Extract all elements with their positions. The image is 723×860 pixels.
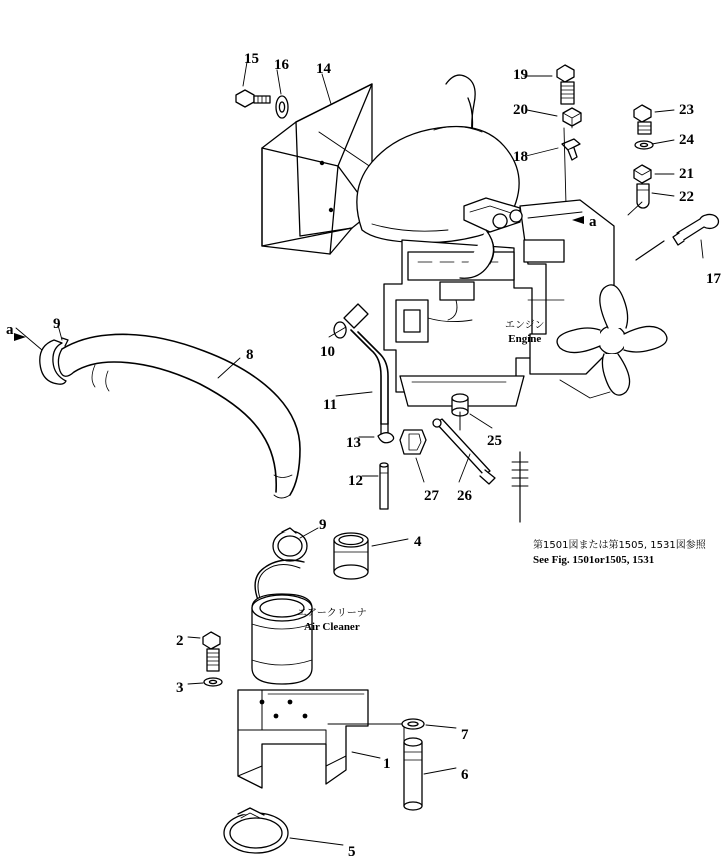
callout-15: 15	[244, 51, 259, 67]
callout-26: 26	[457, 488, 472, 504]
callout-25: 25	[487, 433, 502, 449]
see-fig-note	[533, 538, 706, 568]
callout-9-lower: 9	[319, 517, 327, 533]
engine-label	[505, 320, 545, 346]
callout-22: 22	[679, 189, 694, 205]
air-cleaner-label-en: Air Cleaner	[304, 620, 360, 633]
callout-11: 11	[323, 397, 338, 413]
callout-27: 27	[424, 488, 439, 504]
callout-10: 10	[320, 344, 335, 360]
clamp-5	[224, 808, 288, 853]
clip-13	[378, 433, 394, 443]
washer-24	[635, 141, 653, 149]
callout-16: 16	[274, 57, 289, 73]
clamp-9-lower	[273, 528, 307, 561]
washer-16	[276, 96, 288, 118]
fitting-25	[452, 394, 468, 430]
callout-2: 2	[176, 633, 184, 649]
callout-19: 19	[513, 67, 528, 83]
fitting-21	[634, 165, 651, 183]
washer-3	[204, 678, 222, 686]
reference-arrow	[512, 452, 528, 522]
callout-9-upper: 9	[53, 316, 61, 332]
air-cleaner-label-jp: エアークリーナ	[297, 608, 367, 619]
ref-label-a-left: a	[6, 322, 14, 338]
rod-26	[433, 419, 495, 484]
callout-12: 12	[348, 473, 363, 489]
engine-assembly	[357, 75, 667, 406]
callout-3: 3	[176, 680, 184, 696]
callout-18: 18	[513, 149, 528, 165]
callout-5: 5	[348, 844, 356, 860]
see-fig-note-jp: 第1501図または第1505, 1531図参照	[533, 540, 706, 551]
hose-4	[334, 533, 368, 579]
callout-20: 20	[513, 102, 528, 118]
ring-7	[402, 719, 424, 729]
callout-1: 1	[383, 756, 391, 772]
nut-20	[563, 108, 581, 128]
callout-8: 8	[246, 347, 254, 363]
bolt-19	[557, 65, 574, 104]
hose-8	[58, 334, 300, 498]
tube-11	[334, 304, 388, 436]
engine-label-jp: エンジン	[505, 320, 545, 331]
air-cleaner-label	[297, 608, 367, 634]
ref-arrow-a-left	[14, 333, 26, 341]
sensor-17	[636, 214, 718, 260]
bolt-15	[236, 90, 270, 107]
bracket-1	[238, 690, 368, 788]
callout-14: 14	[316, 61, 331, 77]
callout-23: 23	[679, 102, 694, 118]
callout-13: 13	[346, 435, 361, 451]
bolt-2	[203, 632, 220, 671]
bolt-23	[634, 105, 651, 134]
callout-17: 17	[706, 271, 721, 287]
callout-7: 7	[461, 727, 469, 743]
engine-label-en: Engine	[508, 332, 542, 345]
callout-24: 24	[679, 132, 694, 148]
see-fig-note-en: See Fig. 1501or1505, 1531	[533, 553, 655, 566]
bracket-27	[400, 430, 426, 454]
ref-label-a-right: a	[589, 214, 597, 230]
pin-12	[380, 463, 388, 509]
callout-4: 4	[414, 534, 422, 550]
callout-6: 6	[461, 767, 469, 783]
callout-21: 21	[679, 166, 694, 182]
